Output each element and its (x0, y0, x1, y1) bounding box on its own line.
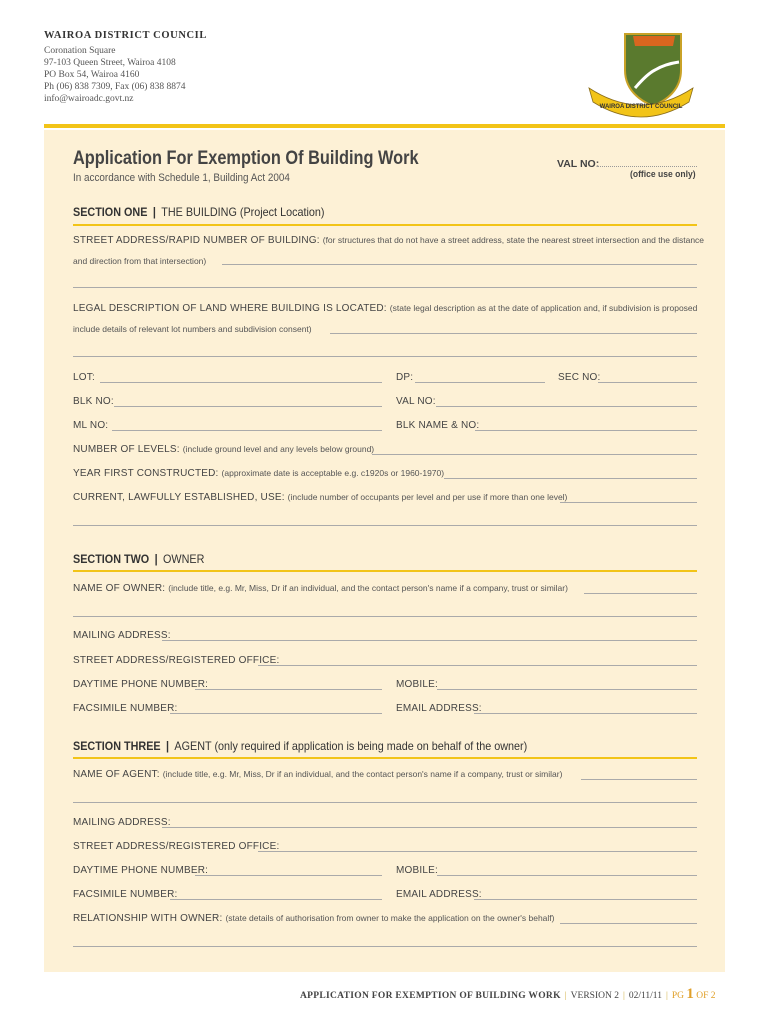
crest-ribbon-text: WAIROA DISTRICT COUNCIL (599, 104, 683, 110)
street-address-hint-2: and direction from that intersection) (73, 256, 207, 266)
owner-email-field[interactable] (474, 713, 697, 714)
owner-mobile-label: MOBILE: (396, 679, 438, 690)
section-three-heading: SECTION THREE | AGENT (only required if application is being made on behalf of the owner) (73, 739, 528, 753)
year-field[interactable] (444, 478, 697, 479)
levels-field[interactable] (372, 454, 697, 455)
ml-no-label: ML NO: (73, 420, 109, 431)
agent-email-field[interactable] (474, 899, 697, 900)
legal-description-field[interactable] (330, 333, 697, 334)
page-title: Application For Exemption Of Building Work (73, 148, 419, 169)
owner-phone-field[interactable] (195, 689, 382, 690)
council-crest-logo (585, 22, 697, 120)
agent-name-field-line[interactable] (73, 802, 697, 803)
levels-label: NUMBER OF LEVELS: (include ground level and any levels below ground) (73, 444, 375, 455)
val-no-label: VAL NO: (557, 158, 600, 170)
agent-name-field[interactable] (581, 779, 697, 780)
legal-description-hint-2: include details of relevant lot numbers and subdivision consent) (73, 324, 312, 334)
blk-name-field[interactable] (475, 430, 697, 431)
footer-version: VERSION 2 (570, 991, 619, 1001)
legal-description-label: LEGAL DESCRIPTION OF LAND WHERE BUILDING IS LOCATED: (state legal description as at the date of application and, if subdivision is proposed (73, 303, 698, 314)
footer-date: 02/11/11 (628, 991, 662, 1001)
use-label: CURRENT, LAWFULLY ESTABLISHED, USE: (include number of occupants per level and per use if more than one level) (73, 492, 568, 503)
val-no-field-2[interactable] (436, 406, 697, 407)
owner-name-label: NAME OF OWNER: (include title, e.g. Mr, Miss, Dr if an individual, and the contact person's name if a company, trust or similar) (73, 583, 568, 594)
street-address-field-line[interactable] (73, 287, 697, 288)
office-use-note: (office use only) (630, 169, 696, 180)
relationship-field[interactable] (560, 923, 697, 924)
section-two-heading: SECTION TWO | OWNER (73, 552, 205, 566)
blk-no-label: BLK NO: (73, 396, 114, 407)
header-accent-bar (44, 124, 725, 128)
blk-no-field[interactable] (114, 406, 382, 407)
footer-page-number: 1 (686, 986, 694, 1002)
relationship-field-line[interactable] (73, 946, 697, 947)
sec-no-label: SEC NO: (558, 372, 601, 383)
blk-name-label: BLK NAME & NO: (396, 420, 480, 431)
footer-page-total: OF 2 (696, 991, 716, 1001)
section-underline (73, 757, 697, 759)
lot-label: LOT: (73, 372, 95, 383)
agent-email-label: EMAIL ADDRESS: (396, 889, 482, 900)
owner-fax-label: FACSIMILE NUMBER: (73, 703, 178, 714)
lot-field[interactable] (100, 382, 382, 383)
owner-mailing-label: MAILING ADDRESS: (73, 630, 171, 641)
agent-fax-field[interactable] (170, 899, 382, 900)
owner-street-field[interactable] (258, 665, 697, 666)
dp-field[interactable] (415, 382, 545, 383)
agent-fax-label: FACSIMILE NUMBER: (73, 889, 178, 900)
owner-mobile-field[interactable] (437, 689, 697, 690)
sec-no-field[interactable] (598, 382, 697, 383)
relationship-label: RELATIONSHIP WITH OWNER: (state details of authorisation from owner to make the application on the owner's behalf) (73, 913, 555, 924)
agent-phone-field[interactable] (195, 875, 382, 876)
agent-street-field[interactable] (258, 851, 697, 852)
ml-no-field[interactable] (112, 430, 382, 431)
owner-phone-label: DAYTIME PHONE NUMBER: (73, 679, 209, 690)
use-field-line[interactable] (73, 525, 697, 526)
page-footer: APPLICATION FOR EXEMPTION OF BUILDING WORK | VERSION 2 | 02/11/11 | PG 1 OF 2 (300, 986, 716, 1002)
dp-label: DP: (396, 372, 414, 383)
agent-name-label: NAME OF AGENT: (include title, e.g. Mr, Miss, Dr if an individual, and the contact person's name if a company, trust or similar) (73, 769, 563, 780)
owner-name-field[interactable] (584, 593, 697, 594)
use-field[interactable] (560, 502, 697, 503)
address-line: PO Box 54, Wairoa 4160 (44, 70, 140, 80)
org-name: WAIROA DISTRICT COUNCIL (44, 30, 207, 41)
val-no-field[interactable] (597, 166, 697, 167)
street-address-field[interactable] (222, 264, 697, 265)
address-line: Ph (06) 838 7309, Fax (06) 838 8874 (44, 82, 186, 92)
val-no-label-2: VAL NO: (396, 396, 436, 407)
owner-name-field-line[interactable] (73, 616, 697, 617)
owner-mailing-field[interactable] (162, 640, 697, 641)
owner-fax-field[interactable] (170, 713, 382, 714)
agent-mailing-label: MAILING ADDRESS: (73, 817, 171, 828)
address-line: 97-103 Queen Street, Wairoa 4108 (44, 58, 176, 68)
footer-doc-title: APPLICATION FOR EXEMPTION OF BUILDING WORK (300, 991, 561, 1001)
page-subtitle: In accordance with Schedule 1, Building Act 2004 (73, 172, 290, 184)
section-underline (73, 224, 697, 226)
agent-street-label: STREET ADDRESS/REGISTERED OFFICE: (73, 841, 280, 852)
section-one-heading: SECTION ONE | THE BUILDING (Project Location) (73, 205, 325, 219)
footer-pg-label: PG (671, 991, 685, 1001)
agent-phone-label: DAYTIME PHONE NUMBER: (73, 865, 209, 876)
agent-mailing-field[interactable] (162, 827, 697, 828)
email-line: info@wairoadc.govt.nz (44, 94, 134, 104)
owner-email-label: EMAIL ADDRESS: (396, 703, 482, 714)
year-label: YEAR FIRST CONSTRUCTED: (approximate date is acceptable e.g. c1920s or 1960-1970) (73, 468, 445, 479)
street-address-label: STREET ADDRESS/RAPID NUMBER OF BUILDING: (for structures that do not have a street address, state the nearest street intersection and the distance (73, 235, 705, 246)
agent-mobile-label: MOBILE: (396, 865, 438, 876)
legal-description-field-line[interactable] (73, 356, 697, 357)
agent-mobile-field[interactable] (437, 875, 697, 876)
section-underline (73, 570, 697, 572)
owner-street-label: STREET ADDRESS/REGISTERED OFFICE: (73, 655, 280, 666)
address-line: Coronation Square (44, 46, 116, 56)
